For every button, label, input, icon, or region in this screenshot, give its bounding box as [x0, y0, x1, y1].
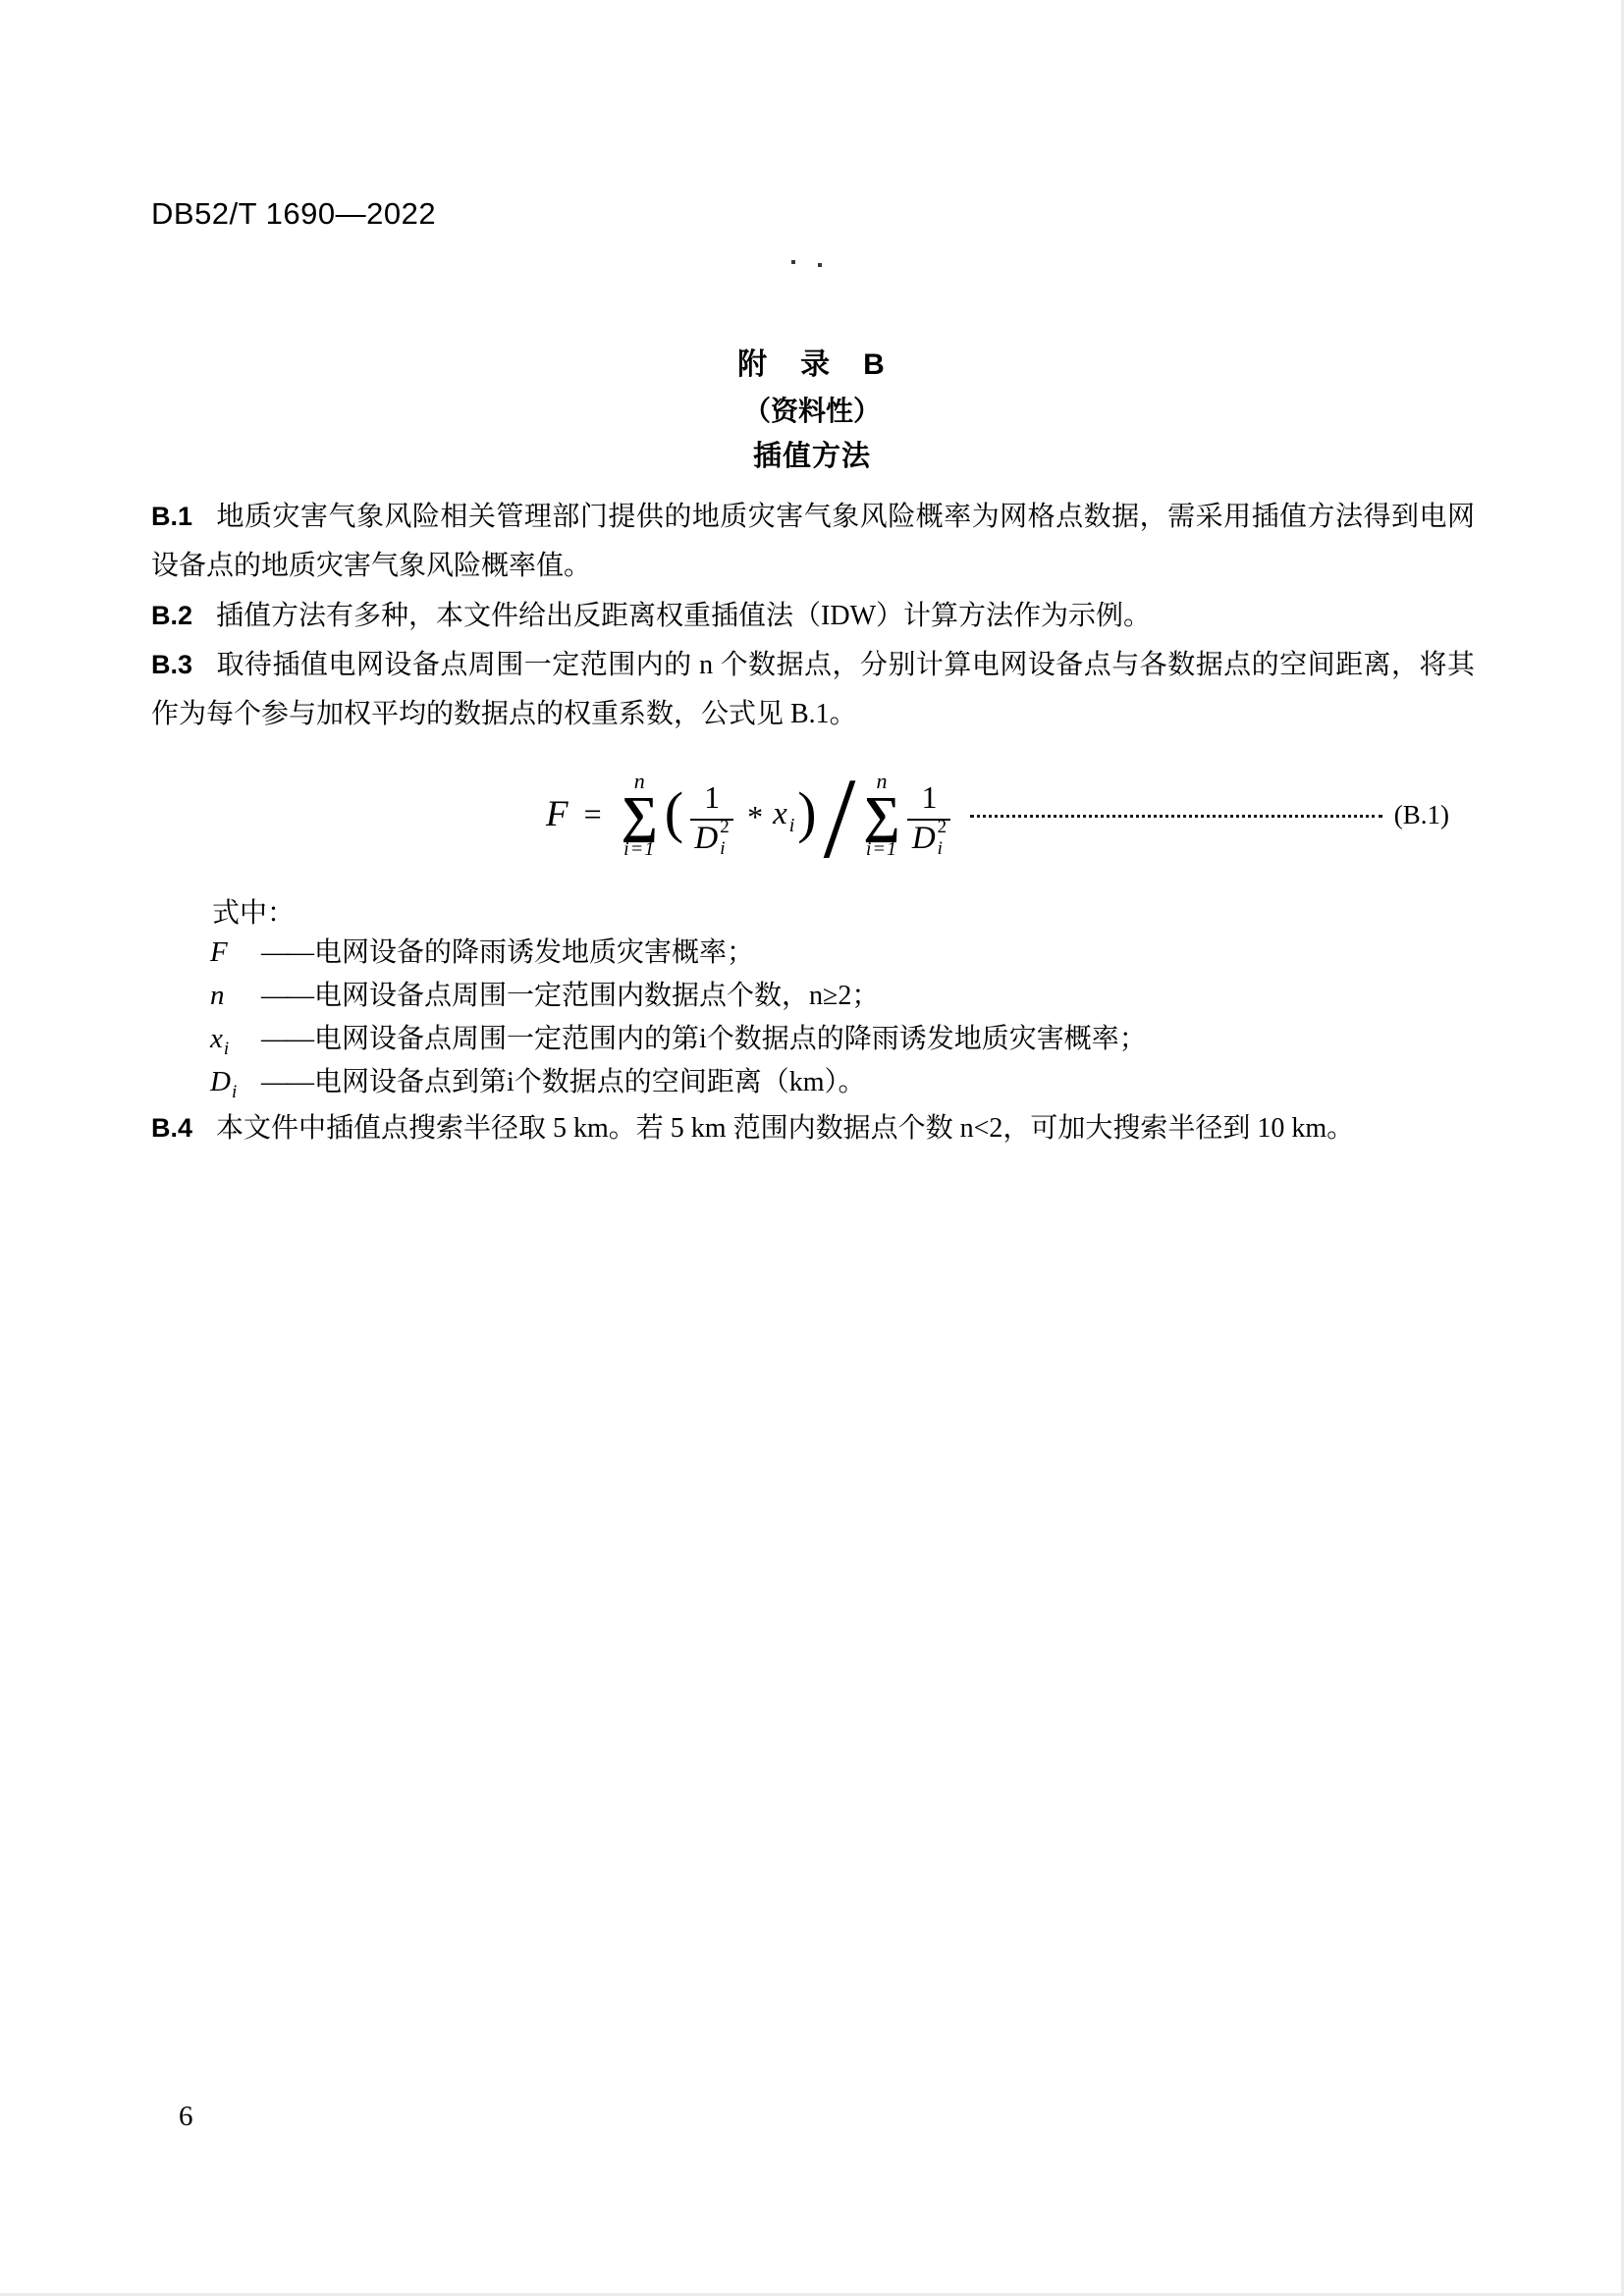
paragraph-b4: [151, 1103, 1624, 1153]
definition-dash: ——: [261, 937, 312, 968]
definition-dash: ——: [261, 1067, 312, 1097]
clause-text-b4: 本文件中插值点搜索半径取 5 km。若 5 km 范围内数据点个数 n<2，可加大搜索半径到 10 km。: [216, 1113, 1355, 1144]
clause-text-b3: 取待插值电网设备点周围一定范围内的 n 个数据点，分别计算电网设备点与各数据点的空间距离，将其作为每个参与加权平均的数据点的权重系数，公式见 B.1。: [151, 650, 1475, 729]
denominator-subscript: i: [937, 837, 943, 859]
paragraph-b2: [151, 591, 1624, 641]
definition-symbol: [210, 1060, 261, 1107]
fraction-denominator: [911, 816, 947, 860]
denominator-superscript: 2: [720, 816, 730, 837]
denominator-superscript: 2: [937, 816, 947, 837]
appendix-type-note: （资料性）: [742, 396, 881, 426]
fraction-denominator: [694, 816, 730, 860]
dotted-leader: [970, 815, 1381, 818]
definition-dash: ——: [261, 981, 312, 1011]
appendix-title: 附 录 B: [737, 348, 887, 381]
definition-text: 电网设备点周围一定范围内的第i个数据点的降雨诱发地质灾害概率；: [314, 1024, 1147, 1054]
fraction-2: [907, 781, 950, 859]
open-paren: (: [664, 779, 684, 844]
paragraph-b3: [151, 640, 1475, 739]
equals-sign: =: [583, 796, 602, 832]
definition-symbol: [210, 974, 261, 1017]
summation-1: [622, 771, 658, 859]
definition-dash: ——: [261, 1024, 312, 1054]
definition-Di: [210, 1060, 1147, 1103]
sum-upper-limit: n: [633, 769, 645, 794]
denominator-base: D: [911, 820, 936, 856]
definition-text: 电网设备点到第i个数据点的空间距离（km）。: [314, 1067, 866, 1097]
summation-2: [863, 771, 899, 859]
scan-artifact-speck: [818, 263, 822, 267]
definition-F: [210, 931, 1147, 974]
symbol-base: F: [210, 936, 228, 968]
clause-text-b1: 地质灾害气象风险相关管理部门提供的地质灾害气象风险概率为网格点数据，需采用插值方法得到电网设备点的地质灾害气象风险概率值。: [151, 502, 1475, 581]
definition-n: [210, 974, 1147, 1017]
page-number: 6: [179, 2101, 193, 2132]
definition-symbol: [210, 1017, 261, 1064]
variable-x: [773, 796, 795, 837]
definition-text: 电网设备的降雨诱发地质灾害概率；: [314, 937, 755, 968]
denominator-base: D: [694, 820, 719, 856]
scan-artifact-speck: [791, 260, 795, 264]
formula-lhs: F: [546, 794, 568, 835]
paragraph-b1: [151, 492, 1475, 591]
sigma-symbol: ∑: [863, 787, 900, 844]
definition-symbol: [210, 931, 261, 974]
sigma-symbol: ∑: [621, 787, 658, 844]
symbol-base: x: [210, 1023, 223, 1054]
multiply-sign: *: [747, 799, 764, 835]
document-number-header: DB52/T 1690—2022: [151, 196, 437, 231]
denominator-subscript: i: [720, 837, 726, 859]
variable-x-subscript: i: [788, 815, 795, 837]
clause-text-b2: 插值方法有多种，本文件给出反距离权重插值法（IDW）计算方法作为示例。: [216, 601, 1152, 631]
symbol-base: n: [210, 980, 225, 1011]
symbol-definitions: [210, 931, 1147, 1103]
clause-label-b2: B.2: [151, 601, 193, 630]
sum-lower-limit: i=1: [623, 837, 656, 860]
definition-xi: [210, 1017, 1147, 1060]
close-paren: ): [797, 779, 817, 844]
clause-label-b3: B.3: [151, 650, 193, 679]
fraction-numerator: 1: [704, 779, 721, 816]
appendix-title-block: [0, 342, 1624, 480]
sum-lower-limit: i=1: [865, 837, 897, 860]
formula-b1-block: [546, 746, 1449, 883]
where-clause-intro: 式中：: [212, 898, 296, 929]
equation-number: (B.1): [1393, 799, 1449, 829]
denominator-scripts: [938, 817, 947, 860]
variable-x-base: x: [773, 796, 787, 832]
symbol-base: D: [210, 1066, 231, 1097]
fraction-1: [690, 781, 733, 859]
denominator-scripts: [720, 817, 730, 860]
definition-text: 电网设备点周围一定范围内数据点个数，n≥2；: [314, 981, 880, 1011]
sum-upper-limit: n: [876, 769, 888, 794]
symbol-subscript: i: [231, 1082, 238, 1102]
fraction-numerator: 1: [921, 779, 938, 816]
appendix-subject: 插值方法: [752, 441, 871, 472]
symbol-subscript: i: [223, 1039, 230, 1059]
clause-label-b1: B.1: [151, 502, 193, 531]
formula-math: F = n ∑ i=1 ( 1 D 2 i * x i ) / n ∑ i=1 1 D 2 i: [546, 771, 954, 859]
clause-label-b4: B.4: [151, 1113, 193, 1143]
